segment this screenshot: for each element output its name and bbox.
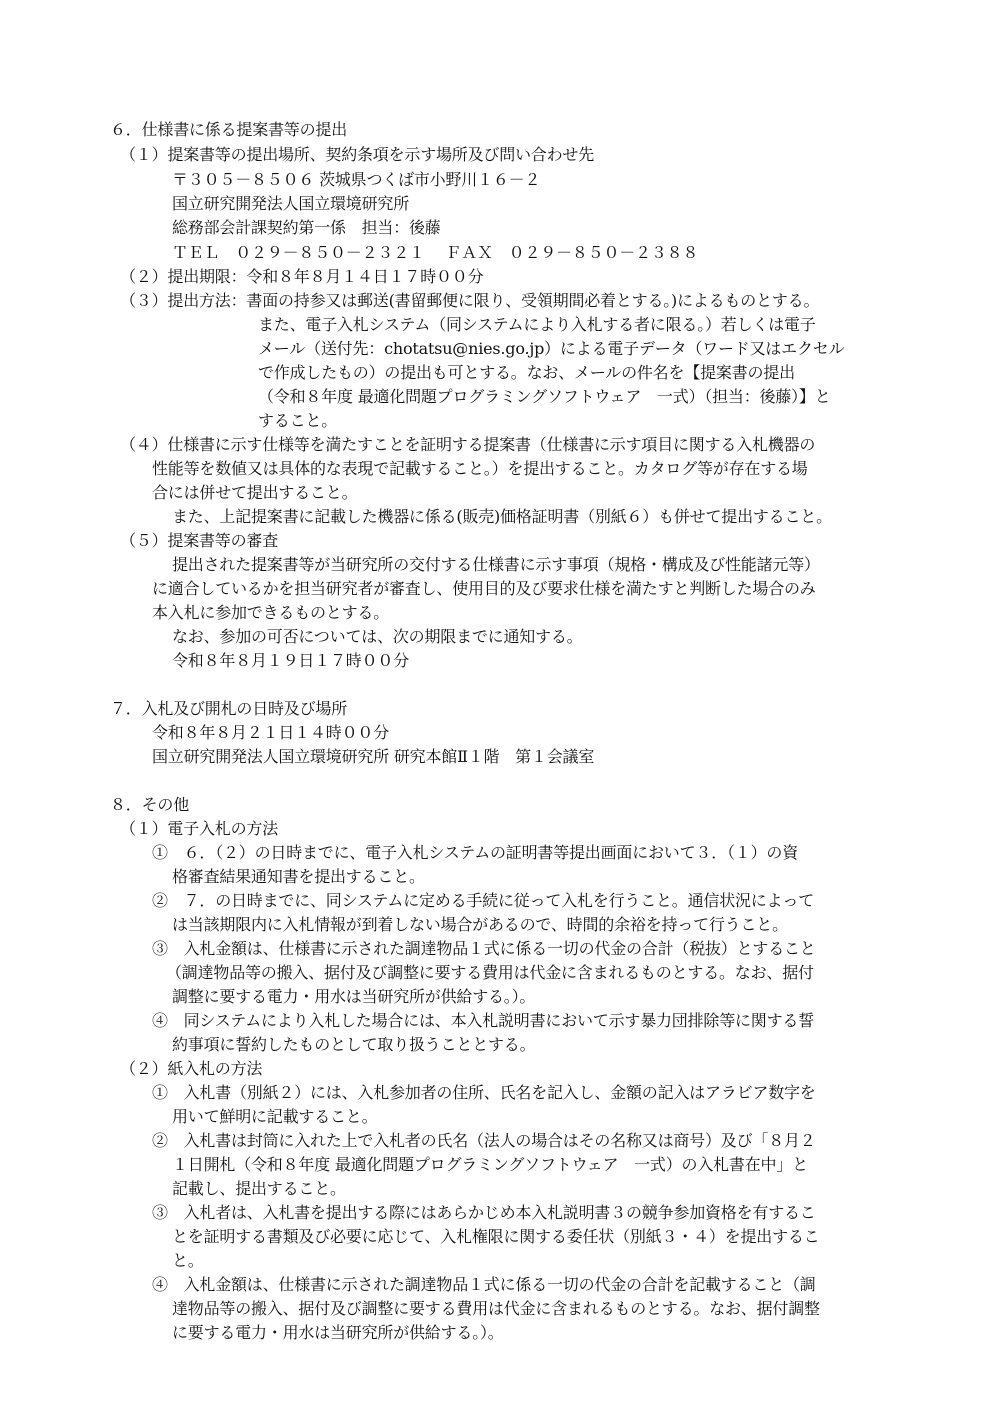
paper-item-3: と。 — [172, 1251, 204, 1270]
contact-organization: 国立研究開発法人国立環境研究所 — [172, 194, 410, 213]
paper-item-3: とを証明する書類及び必要に応じて、入札権限に関する委任状（別紙３・４）を提出するこ — [172, 1227, 820, 1246]
section-6-3-line: （令和８年度 最適化問題プログラミングソフトウェア 一式）（担当：後藤）】と — [258, 387, 831, 406]
paper-item-2: 記載し、提出すること。 — [172, 1179, 346, 1198]
section-7-heading: ７．入札及び開札の日時及び場所 — [110, 699, 348, 718]
section-8-heading: ８．その他 — [110, 795, 190, 814]
paper-item-4: に要する電力・用水は当研究所が供給する。）。 — [172, 1323, 504, 1342]
electronic-item-3: 調整に要する電力・用水は当研究所が供給する。）。 — [172, 987, 536, 1006]
section-6-2-deadline: （２）提出期限：令和８年８月１４日１７時００分 — [120, 267, 484, 286]
electronic-item-1: ① ６．（２）の日時までに、電子入札システムの証明書等提出画面において３．（１）の資 — [152, 843, 799, 862]
section-6-5-line: なお、参加の可否については、次の期限までに通知する。 — [172, 627, 583, 646]
electronic-item-4: 約事項に誓約したものとして取り扱うこととする。 — [172, 1035, 536, 1054]
paper-item-1: 用いて鮮明に記載すること。 — [172, 1107, 378, 1126]
bid-opening-place: 国立研究開発法人国立環境研究所 研究本館Ⅱ１階 第１会議室 — [152, 747, 595, 766]
section-6-5-line: 提出された提案書等が当研究所の交付する仕様書に示す事項（規格・構成及び性能諸元等） — [172, 555, 820, 574]
electronic-item-2: ② ７．の日時までに、同システムに定める手続に従って入札を行うこと。通信状況によって — [152, 891, 815, 910]
paper-item-2: ② 入札書は封筒に入れた上で入札者の氏名（法人の場合はその名称又は商号）及び「８月２ — [152, 1131, 816, 1150]
electronic-item-1: 格審査結果通知書を提出すること。 — [172, 867, 425, 886]
section-6-3-line: で作成したもの）の提出も可とする。なお、メールの件名を【提案書の提出 — [258, 363, 795, 382]
notification-deadline: 令和８年８月１９日１７時００分 — [172, 651, 410, 670]
paper-item-2: １日開札（令和８年度 最適化問題プログラミングソフトウェア 一式）の入札書在中」と — [172, 1155, 808, 1174]
paper-item-3: ③ 入札者は、入札書を提出する際にはあらかじめ本入札説明書３の競争参加資格を有するこ — [152, 1203, 816, 1222]
section-6-5-title: （５）提案書等の審査 — [120, 531, 279, 550]
section-6-4-line: （４）仕様書に示す仕様等を満たすことを証明する提案書（仕様書に示す項目に関する入札機器の — [120, 435, 816, 454]
paper-item-4: 達物品等の搬入、据付及び調整に要する費用は代金に含まれるものとする。なお、据付調整 — [172, 1299, 820, 1318]
contact-department: 総務部会計課契約第一係 担当：後藤 — [172, 218, 441, 237]
section-6-4-line: 合には併せて提出すること。 — [152, 483, 358, 502]
electronic-item-2: は当該期限内に入札情報が到着しない場合があるので、時間的余裕を持って行うこと。 — [172, 915, 788, 934]
contact-tel-fax: ＴＥＬ ０２９－８５０－２３２１ ＦＡＸ ０２９－８５０－２３８８ — [172, 243, 699, 262]
electronic-item-3: （調達物品等の搬入、据付及び調整に要する費用は代金に含まれるものとする。なお、据付 — [166, 963, 814, 982]
electronic-item-4: ④ 同システムにより入札した場合には、本入札説明書において示す暴力団排除等に関する誓 — [152, 1011, 815, 1030]
section-6-heading: ６．仕様書に係る提案書等の提出 — [110, 120, 348, 139]
section-6-3-line: また、電子入札システム（同システムにより入札する者に限る。）若しくは電子 — [258, 315, 816, 334]
bid-opening-date: 令和８年８月２１日１４時００分 — [152, 723, 390, 742]
section-6-3-line: すること。 — [258, 411, 338, 430]
section-6-1-title: （１）提案書等の提出場所、契約条項を示す場所及び問い合わせ先 — [120, 145, 595, 164]
paper-item-1: ① 入札書（別紙２）には、入札参加者の住所、氏名を記入し、金額の記入はアラビア数字を — [152, 1083, 816, 1102]
contact-address: 〒３０５－８５０６ 茨城県つくば市小野川１６－２ — [172, 170, 541, 189]
section-8-1-title: （１）電子入札の方法 — [120, 819, 279, 838]
section-6-4-line: また、上記提案書に記載した機器に係る(販売)価格証明書（別紙６）も併せて提出すること。 — [172, 507, 832, 526]
section-6-5-line: 本入札に参加できるものとする。 — [152, 603, 390, 622]
section-6-3-line: メール（送付先：chotatsu@nies.go.jp）による電子データ（ワード又はエクセル — [258, 339, 845, 358]
paper-item-4: ④ 入札金額は、仕様書に示された調達物品１式に係る一切の代金の合計を記載すること（調 — [152, 1275, 816, 1294]
section-6-5-line: に適合しているかを担当研究者が審査し、使用目的及び要求仕様を満たすと判断した場合のみ — [152, 579, 816, 598]
electronic-item-3: ③ 入札金額は、仕様書に示された調達物品１式に係る一切の代金の合計（税抜）とすること — [152, 939, 816, 958]
section-6-4-line: 性能等を数値又は具体的な表現で記載すること。）を提出すること。カタログ等が存在する場 — [152, 459, 808, 478]
section-8-2-title: （２）紙入札の方法 — [120, 1059, 263, 1078]
section-6-3-line: （３）提出方法：書面の持参又は郵送(書留郵便に限り、受領期間必着とする。)によるものとする。 — [120, 291, 820, 310]
